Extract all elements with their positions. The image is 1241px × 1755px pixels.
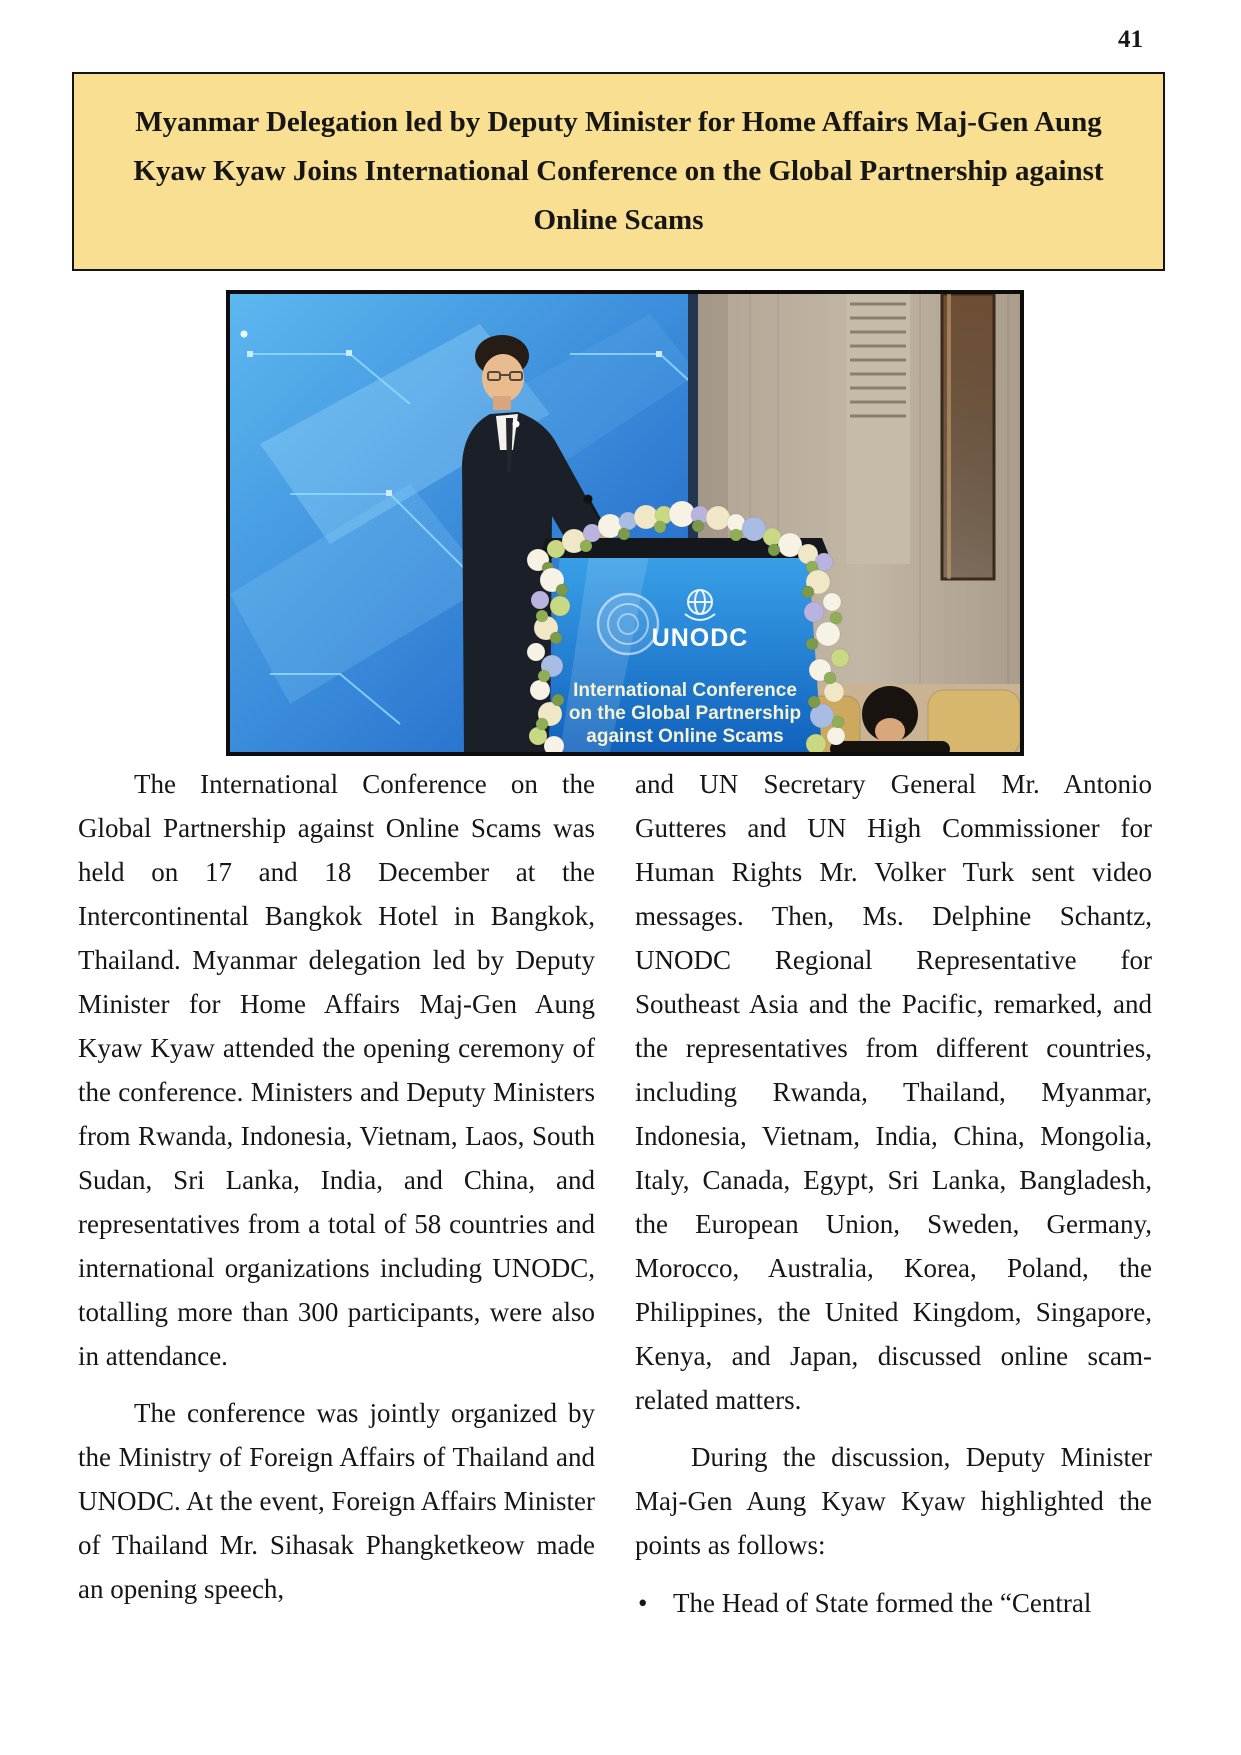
article-body [78,762,1152,1625]
banner-line-3: against Online Scams [586,726,784,747]
bullet-marker: • [638,1588,648,1618]
bullet-item [635,1581,1152,1625]
wall-bronze-panel [942,294,994,579]
banner-line-2: on the Global Partnership [568,703,802,724]
article-left-column [78,762,595,1625]
conference-photo [226,290,1024,756]
banner-line-1: International Conference [573,680,797,701]
paragraph-left-2: The conference was jointly organized by the Ministry of Foreign Affairs of Thailand and UNODC. At the event, Foreign Affairs Minister of Thailand Mr. Sihasak Phangketkeow made an opening speech, [78,1398,595,1604]
un-wreath-emblem-icon [598,594,658,654]
podium-banner-text [569,680,801,747]
page-number: 41 [1118,26,1143,53]
article-title: Myanmar Delegation led by Deputy Minister for Home Affairs Maj-Gen Aung Kyaw Kyaw Joins International Conference on the Global Partnership against Online Scams [133,106,1104,236]
bullet-text: The Head of State formed the “Central [673,1588,1092,1618]
paragraph-left-1: The International Conference on the Global Partnership against Online Scams was held on 17 and 18 December at the Intercontinental Bangkok Hotel in Bangkok, Thailand. Myanmar delegation led by Deputy Minister for Home Affairs Maj-Gen Aung Kyaw Kyaw attended the opening ceremony of the conference. Ministers and Deputy Ministers from Rwanda, Indonesia, Vietnam, Laos, South Sudan, Sri Lanka, India, and China, and representatives from a total of 58 countries and international organizations including UNODC, totalling more than 300 participants, were also in attendance. [78,769,595,1371]
article-title-banner [72,72,1165,271]
paragraph-right-1: and UN Secretary General Mr. Antonio Gutteres and UN High Commissioner for Human Rights Mr. Volker Turk sent video messages. Then, Ms. Delphine Schantz, UNODC Regional Representative for Southeast Asia and the Pacific, remarked, and the representatives from different countries, including Rwanda, Thailand, Myanmar, Indonesia, Vietnam, India, China, Mongolia, Italy, Canada, Egypt, Sri Lanka, Bangladesh, the European Union, Sweden, Germany, Morocco, Australia, Korea, Poland, the Philippines, the United Kingdom, Singapore, Kenya, and Japan, discussed online scam-related matters. [635,769,1152,1415]
unodc-wordmark: UNODC [651,624,749,652]
article-right-column [635,762,1152,1625]
paragraph-right-2: During the discussion, Deputy Minister Maj-Gen Aung Kyaw Kyaw highlighted the points as follows: [635,1442,1152,1560]
conference-photo-art [230,294,1020,752]
